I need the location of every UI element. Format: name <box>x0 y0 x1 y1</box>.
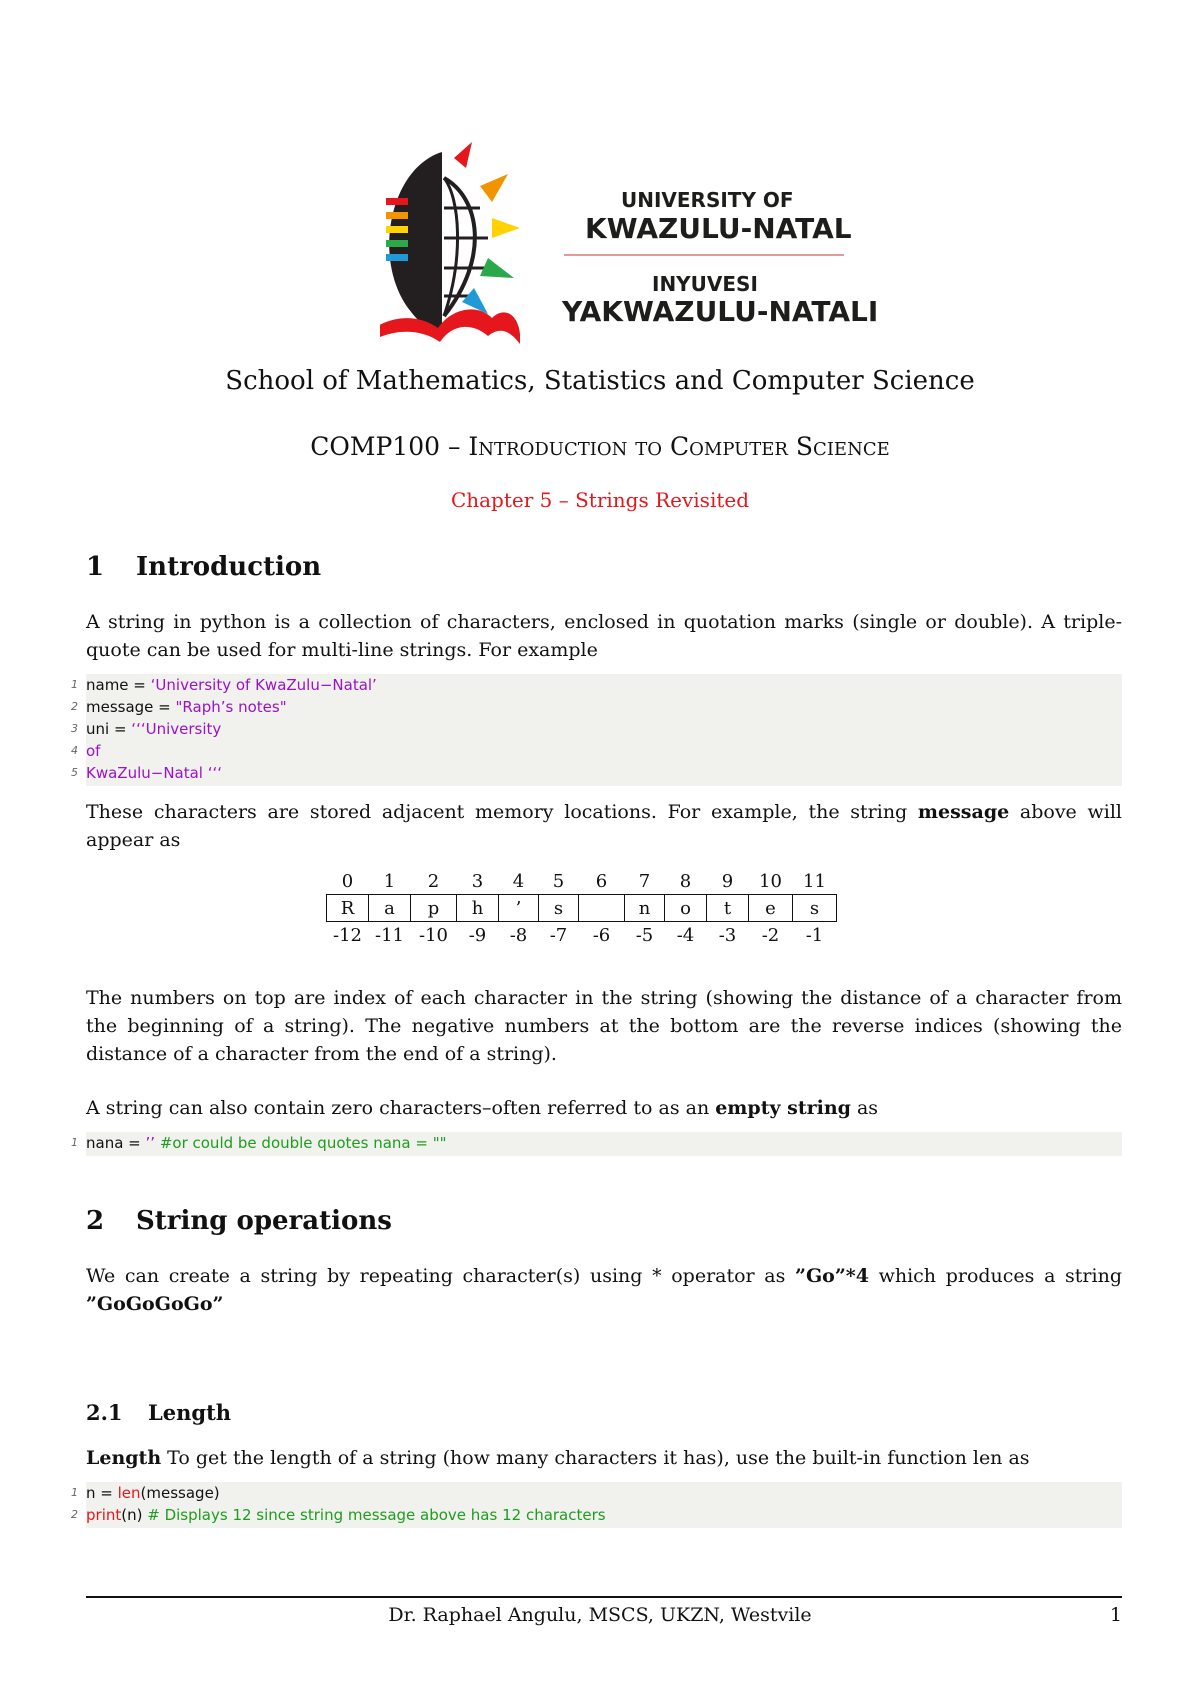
logo-line-kwazulu-natal: KWAZULU-NATAL <box>585 212 852 245</box>
term-empty-string: empty string <box>715 1097 851 1119</box>
logo-line-yakwazulu-natali: YAKWAZULU-NATALI <box>562 295 879 328</box>
footer-rule <box>86 1596 1122 1598</box>
section-number: 2 <box>86 1206 105 1236</box>
logo-line-university-of: UNIVERSITY OF <box>621 188 794 212</box>
code-line: 5 KwaZulu−Natal ‘‘‘ <box>71 764 223 782</box>
code-line: 1 nana = ’’ #or could be double quotes nana = "" <box>71 1134 447 1152</box>
section-2-heading <box>86 1206 392 1236</box>
logo-divider <box>564 254 844 256</box>
subsection-2-1-heading <box>86 1400 231 1425</box>
memory-paragraph: These characters are stored adjacent memory locations. For example, the string message above will appear as <box>86 801 1122 851</box>
chapter-title: Chapter 5 – Strings Revisited <box>450 488 750 512</box>
string-index-table <box>326 868 837 948</box>
code-line: 3 uni = ‘‘‘University <box>71 720 222 738</box>
code-listing-length <box>71 1482 1122 1528</box>
university-logo <box>380 138 879 368</box>
course-code: COMP100 – <box>310 432 469 461</box>
length-paragraph: Length To get the length of a string (how many characters it has), use the built-in function len as <box>86 1447 1030 1469</box>
logo-line-inyuvesi: INYUVESI <box>652 272 758 296</box>
section-number: 1 <box>86 552 105 582</box>
code-line: 4 of <box>71 742 101 760</box>
subsection-number: 2.1 <box>86 1400 123 1425</box>
code-listing-empty-string <box>71 1132 1122 1156</box>
course-name: Introduction to Computer Science <box>468 432 890 461</box>
positive-index-row: 0 1 2 3 4 5 6 7 8 9 10 11 <box>341 870 826 892</box>
negative-index-row: -12 -11 -10 -9 -8 -7 -6 -5 -4 -3 -2 -1 <box>333 924 824 946</box>
ukzn-crest-icon <box>380 138 850 368</box>
repeat-operator-paragraph: We can create a string by repeating character(s) using * operator as ”Go”*4 which produces a string ”GoGoGoGo” <box>86 1265 1122 1315</box>
code-term-message: message <box>917 801 1010 823</box>
section-title: Introduction <box>136 552 322 582</box>
index-explanation-paragraph: The numbers on top are index of each character in the string (showing the distance of a character from the beginning of a string). The negative numbers at the bottom are the reverse indices (showing the distance of a character from the end of a string). <box>86 987 1122 1065</box>
empty-string-paragraph: A string can also contain zero characters–often referred to as an empty string as <box>86 1097 879 1119</box>
footer-author: Dr. Raphael Angulu, MSCS, UKZN, Westvile <box>388 1604 812 1626</box>
intro-paragraph: A string in python is a collection of characters, enclosed in quotation marks (single or double). A triple-quote can be used for multi-line strings. For example <box>86 611 1122 661</box>
code-listing-strings <box>71 674 1122 786</box>
section-title: String operations <box>136 1206 392 1236</box>
code-line: 2 print(n) # Displays 12 since string message above has 12 characters <box>71 1506 606 1524</box>
subsection-title: Length <box>148 1400 232 1425</box>
course-title <box>0 432 1200 461</box>
section-1-heading <box>86 552 321 582</box>
school-name: School of Mathematics, Statistics and Computer Science <box>225 366 975 396</box>
code-line: 1 name = ‘University of KwaZulu−Natal’ <box>71 676 377 694</box>
page-number: 1 <box>1109 1604 1122 1626</box>
character-row: R a p h ’ s n o t e s <box>327 895 837 922</box>
code-line: 2 message = "Raph’s notes" <box>71 698 287 716</box>
code-line: 1 n = len(message) <box>71 1484 220 1502</box>
